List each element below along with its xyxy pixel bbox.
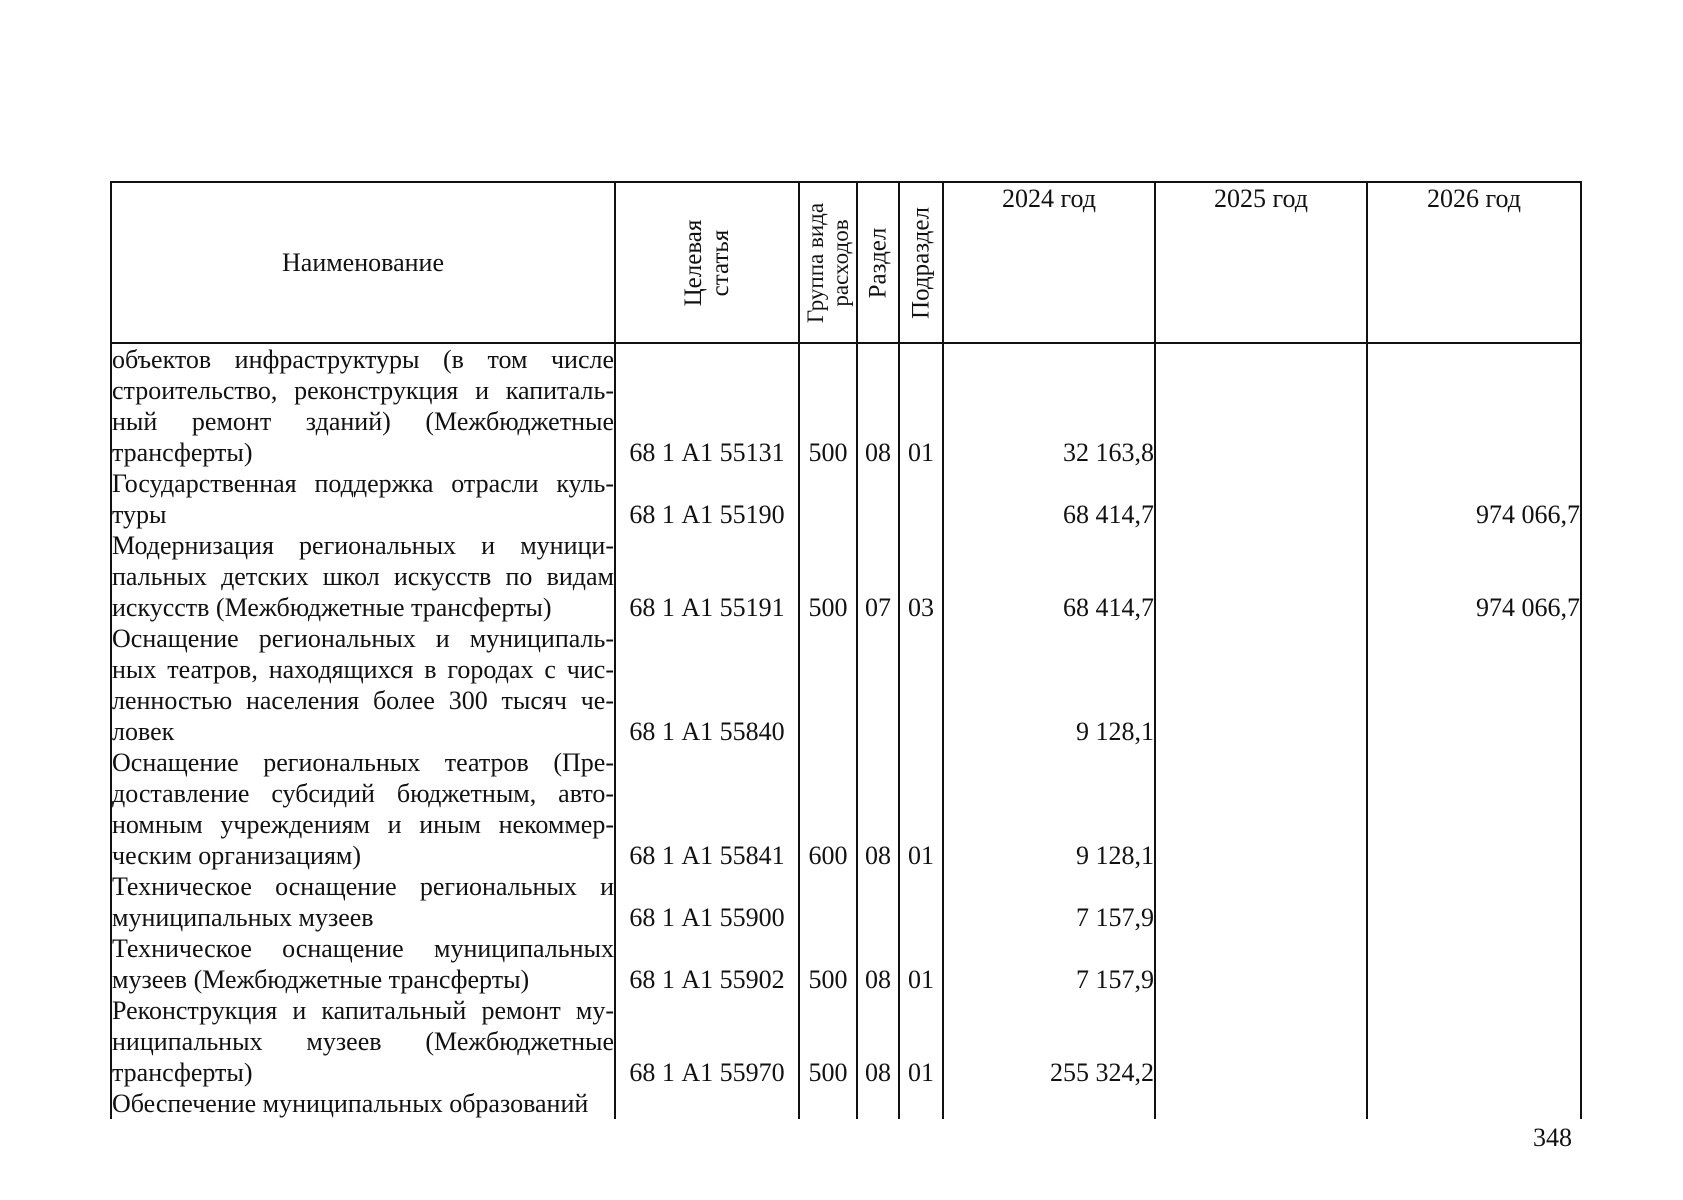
row-subsection <box>899 871 943 933</box>
table-row <box>111 871 1581 933</box>
row-2026 <box>1367 933 1581 995</box>
row-2024: 32 163,8 <box>943 343 1155 468</box>
row-name: Модернизация региональных и муници-пальных детских школ искусств по видам искусств (Межбюджетные трансферты) <box>112 531 614 622</box>
row-expense-group: 500 <box>799 530 857 623</box>
row-name: Государственная поддержка отрасли куль-туры <box>112 469 614 529</box>
row-section <box>857 623 899 747</box>
row-target-article: 68 1 А1 55131 <box>615 343 799 468</box>
budget-table <box>110 181 1582 1119</box>
row-target-article <box>615 1088 799 1119</box>
table-row <box>111 343 1581 468</box>
row-2025 <box>1155 468 1367 530</box>
row-2026: 974 066,7 <box>1367 468 1581 530</box>
row-2024: 9 128,1 <box>943 623 1155 747</box>
row-section <box>857 468 899 530</box>
row-section <box>857 1088 899 1119</box>
row-target-article: 68 1 А1 55191 <box>615 530 799 623</box>
row-2026 <box>1367 871 1581 933</box>
row-expense-group: 500 <box>799 933 857 995</box>
row-2024: 9 128,1 <box>943 747 1155 871</box>
row-subsection: 01 <box>899 747 943 871</box>
header-subsection <box>899 182 943 343</box>
row-2025 <box>1155 1088 1367 1119</box>
row-section <box>857 871 899 933</box>
row-subsection: 01 <box>899 933 943 995</box>
header-expense-group <box>799 182 857 343</box>
row-2025 <box>1155 343 1367 468</box>
row-2024: 255 324,2 <box>943 995 1155 1088</box>
row-expense-group <box>799 871 857 933</box>
row-2024: 68 414,7 <box>943 530 1155 623</box>
row-2025 <box>1155 747 1367 871</box>
row-expense-group <box>799 623 857 747</box>
row-section: 07 <box>857 530 899 623</box>
row-2026 <box>1367 1088 1581 1119</box>
header-section <box>857 182 899 343</box>
row-name: Реконструкция и капитальный ремонт му-ниципальных музеев (Межбюджетные трансферты) <box>112 996 614 1087</box>
header-2026: 2026 год <box>1367 182 1581 343</box>
row-target-article: 68 1 А1 55841 <box>615 747 799 871</box>
row-name: Техническое оснащение региональных и муниципальных музеев <box>112 872 614 932</box>
row-2024: 7 157,9 <box>943 871 1155 933</box>
row-subsection <box>899 623 943 747</box>
header-2025: 2025 год <box>1155 182 1367 343</box>
table-row <box>111 995 1581 1088</box>
row-subsection: 03 <box>899 530 943 623</box>
row-expense-group <box>799 1088 857 1119</box>
row-section: 08 <box>857 933 899 995</box>
row-2026 <box>1367 995 1581 1088</box>
row-target-article: 68 1 А1 55840 <box>615 623 799 747</box>
table-header-row <box>111 182 1581 343</box>
row-section: 08 <box>857 747 899 871</box>
table-row <box>111 747 1581 871</box>
table-row <box>111 468 1581 530</box>
row-expense-group <box>799 468 857 530</box>
row-subsection <box>899 1088 943 1119</box>
table-row <box>111 933 1581 995</box>
row-section: 08 <box>857 343 899 468</box>
header-name: Наименование <box>111 182 615 343</box>
row-2026: 974 066,7 <box>1367 530 1581 623</box>
row-name: объектов инфраструктуры (в том числе строительство, реконструкция и капиталь-ный ремонт зданий) (Межбюджетные трансферты) <box>112 345 614 467</box>
table-row <box>111 1088 1581 1119</box>
row-2026 <box>1367 747 1581 871</box>
row-expense-group: 600 <box>799 747 857 871</box>
row-2024 <box>943 1088 1155 1119</box>
row-2025 <box>1155 623 1367 747</box>
header-section-label: Раздел <box>864 227 892 298</box>
row-name: Оснащение региональных и муниципаль-ных театров, находящихся в городах с чис-ленностью населения более 300 тысяч че-ловек <box>112 624 614 746</box>
page-number: 348 <box>1533 1123 1572 1152</box>
row-2024: 7 157,9 <box>943 933 1155 995</box>
header-target-article <box>615 182 799 343</box>
row-2025 <box>1155 871 1367 933</box>
header-subsection-label: Подраздел <box>907 206 935 319</box>
row-name: Техническое оснащение муниципальных музеев (Межбюджетные трансферты) <box>112 934 614 994</box>
row-target-article: 68 1 А1 55900 <box>615 871 799 933</box>
table-row <box>111 623 1581 747</box>
row-2025 <box>1155 995 1367 1088</box>
row-target-article: 68 1 А1 55970 <box>615 995 799 1088</box>
row-subsection: 01 <box>899 995 943 1088</box>
row-2026 <box>1367 343 1581 468</box>
row-target-article: 68 1 А1 55190 <box>615 468 799 530</box>
row-subsection: 01 <box>899 343 943 468</box>
row-name: Обеспечение муниципальных образований <box>111 1088 615 1119</box>
row-2025 <box>1155 530 1367 623</box>
row-2026 <box>1367 623 1581 747</box>
row-target-article: 68 1 А1 55902 <box>615 933 799 995</box>
header-2024: 2024 год <box>943 182 1155 343</box>
header-expense-group-label: Группа вида расходов <box>803 202 853 323</box>
row-section: 08 <box>857 995 899 1088</box>
row-2024: 68 414,7 <box>943 468 1155 530</box>
row-name: Оснащение региональных театров (Пре-доставление субсидий бюджетным, авто-номным учреждениям и иным некоммер-ческим организациям) <box>112 748 614 870</box>
table-row <box>111 530 1581 623</box>
row-expense-group: 500 <box>799 995 857 1088</box>
row-expense-group: 500 <box>799 343 857 468</box>
row-2025 <box>1155 933 1367 995</box>
header-target-article-label: Целевая статья <box>680 219 734 306</box>
row-subsection <box>899 468 943 530</box>
